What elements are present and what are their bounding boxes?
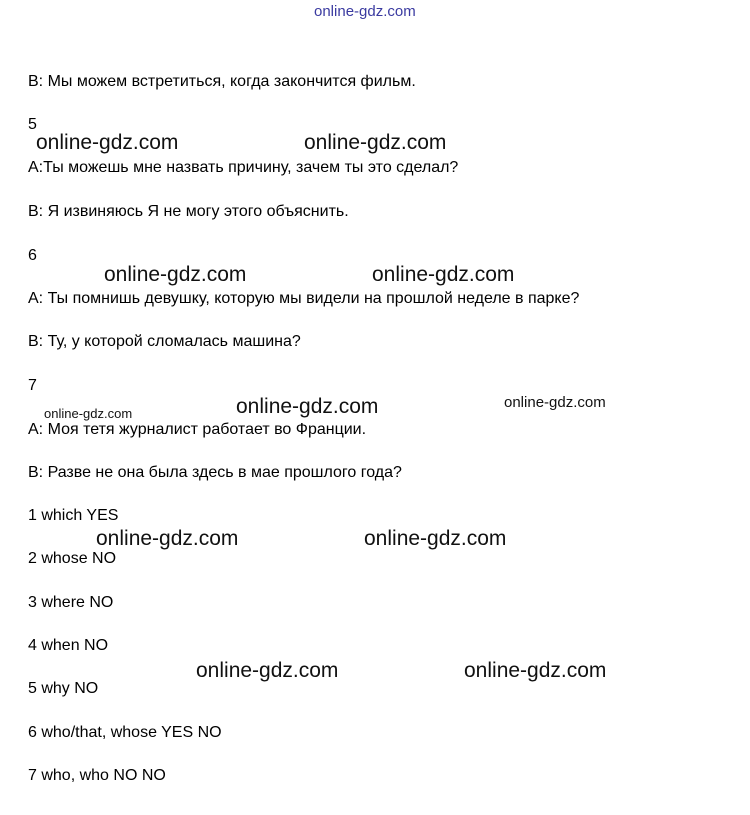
watermark: online-gdz.com (504, 394, 606, 411)
answer-line: 1 which YES (28, 507, 119, 524)
text-line: B: Разве не она была здесь в мае прошлого года? (28, 464, 402, 481)
item-number: 7 (28, 377, 37, 394)
watermark: online-gdz.com (236, 395, 379, 418)
watermark: online-gdz.com (44, 406, 133, 421)
watermark: online-gdz.com (96, 527, 239, 550)
watermark: online-gdz.com (304, 131, 447, 154)
text-line: A:Ты можешь мне назвать причину, зачем ты это сделал? (28, 159, 459, 176)
header-watermark: online-gdz.com (314, 3, 416, 20)
text-line: A: Ты помнишь девушку, которую мы видели на прошлой неделе в парке? (28, 290, 580, 307)
answer-line: 3 where NO (28, 594, 114, 611)
watermark: online-gdz.com (196, 659, 339, 682)
answer-line: 7 who, who NO NO (28, 767, 166, 784)
answer-line: 2 whose NO (28, 550, 117, 567)
watermark: online-gdz.com (372, 263, 515, 286)
answer-line: 6 who/that, whose YES NO (28, 724, 222, 741)
text-line: B: Мы можем встретиться, когда закончится фильм. (28, 73, 416, 90)
watermark: online-gdz.com (104, 263, 247, 286)
watermark: online-gdz.com (36, 131, 179, 154)
text-line: A: Моя тетя журналист работает во Франции. (28, 421, 367, 438)
watermark: online-gdz.com (464, 659, 607, 682)
answer-line: 5 why NO (28, 680, 99, 697)
item-number: 5 (28, 116, 37, 133)
watermark: online-gdz.com (364, 527, 507, 550)
text-line: B: Ту, у которой сломалась машина? (28, 333, 301, 350)
text-line: B: Я извиняюсь Я не могу этого объяснить. (28, 203, 349, 220)
answer-line: 4 when NO (28, 637, 109, 654)
item-number: 6 (28, 247, 37, 264)
